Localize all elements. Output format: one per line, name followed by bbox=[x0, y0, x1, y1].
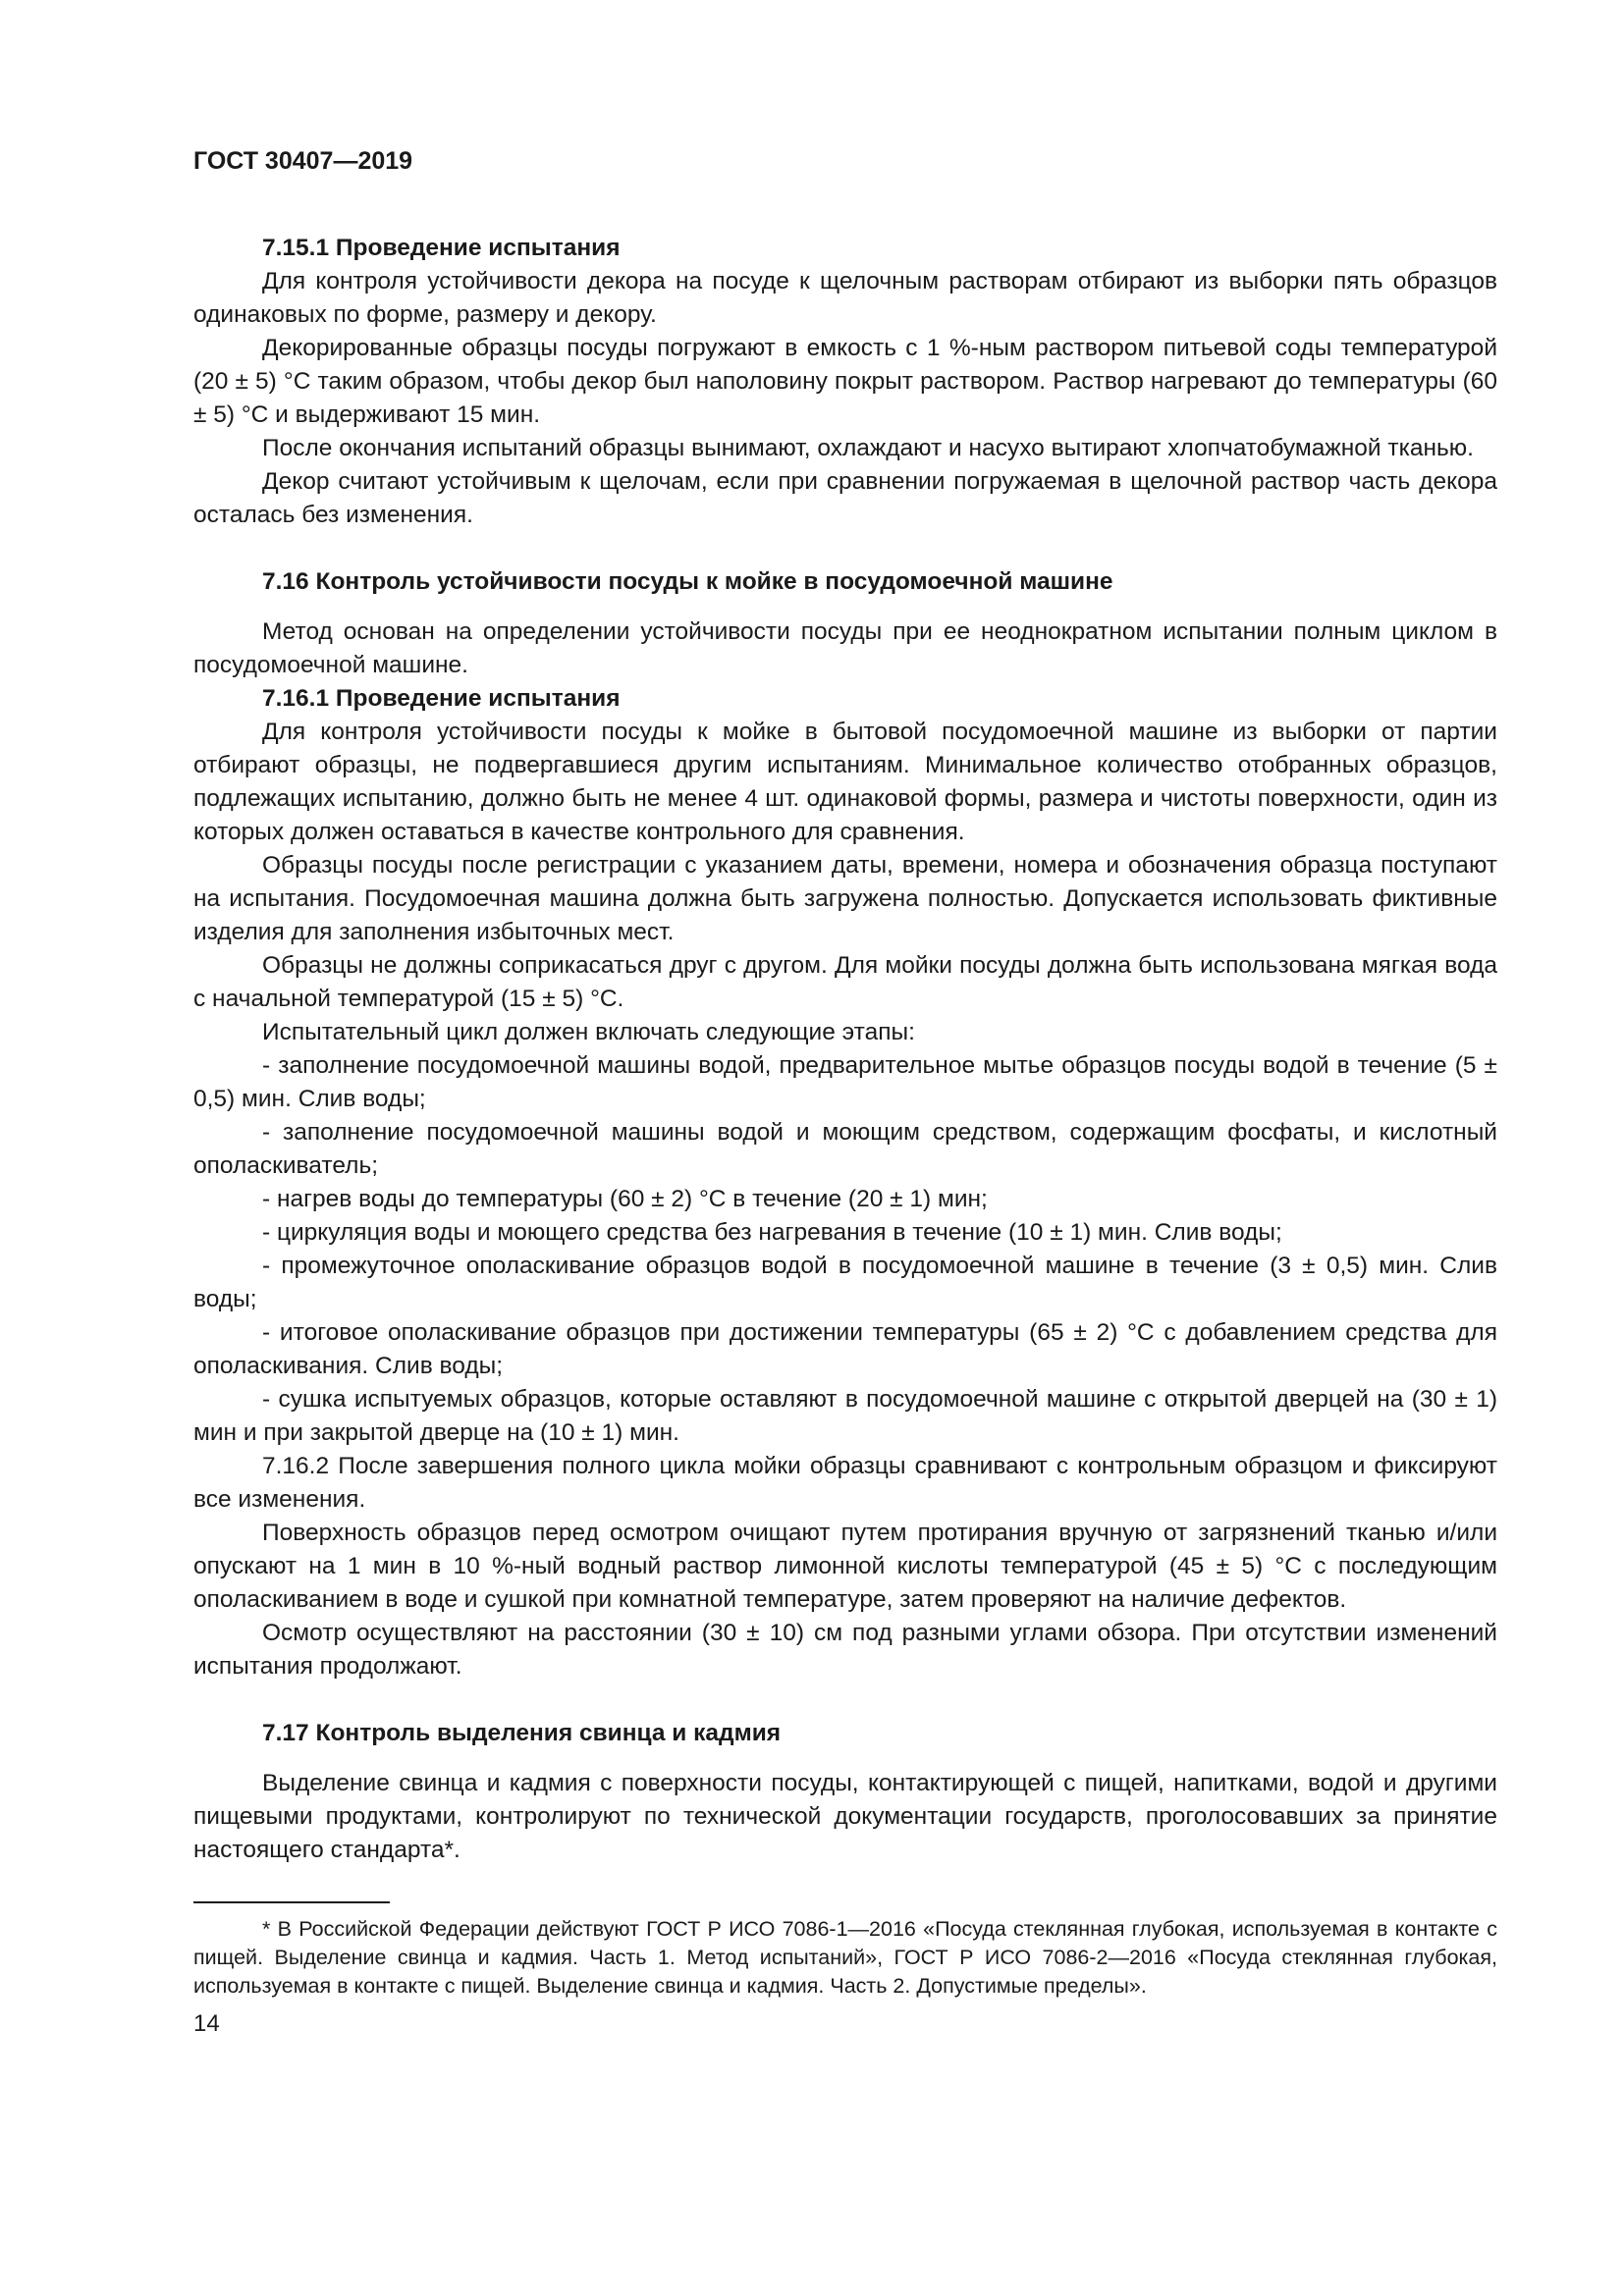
heading-7-16-1: 7.16.1 Проведение испытания bbox=[262, 685, 621, 712]
paragraph: После окончания испытаний образцы вынимают, охлаждают и насухо вытирают хлопчатобумажной тканью. bbox=[262, 435, 1474, 461]
document-page bbox=[193, 145, 1497, 2040]
heading-7-16: 7.16 Контроль устойчивости посуды к мойке в посудомоечной машине bbox=[262, 568, 1113, 595]
paragraph: Образцы не должны соприкасаться друг с другом. Для мойки посуды должна быть использована мягкая вода с начальной температурой (15 ± 5) °С. bbox=[193, 952, 1497, 1012]
paragraph: Испытательный цикл должен включать следующие этапы: bbox=[262, 1019, 915, 1045]
paragraph: Декор считают устойчивым к щелочам, если при сравнении погружаемая в щелочной раствор часть декора осталась без изменения. bbox=[193, 468, 1497, 528]
heading-7-17: 7.17 Контроль выделения свинца и кадмия bbox=[262, 1720, 782, 1746]
paragraph: Декорированные образцы посуды погружают в емкость с 1 %-ным раствором питьевой соды температурой (20 ± 5) °С таким образом, чтобы декор был наполовину покрыт раствором. Раствор нагревают до температуры (60 ± 5) °С и выдерживают 15 мин. bbox=[193, 335, 1497, 428]
heading-7-15-1: 7.15.1 Проведение испытания bbox=[262, 235, 621, 261]
paragraph-7-16-2: 7.16.2 После завершения полного цикла мойки образцы сравнивают с контрольным образцом и фиксируют все изменения. bbox=[193, 1453, 1497, 1513]
paragraph: Осмотр осуществляют на расстоянии (30 ± 10) см под разными углами обзора. При отсутствии изменений испытания продолжают. bbox=[193, 1620, 1497, 1680]
paragraph: Поверхность образцов перед осмотром очищают путем протирания вручную от загрязнений тканью и/или опускают на 1 мин в 10 %-ный водный раствор лимонной кислоты температурой (45 ± 5) °С с последующим ополаскиванием в воде и сушкой при комнатной температуре, затем проверяют на наличие дефектов. bbox=[193, 1520, 1497, 1613]
list-item: - сушка испытуемых образцов, которые оставляют в посудомоечной машине с открытой дверцей на (30 ± 1) мин и при закрытой дверце на (10 ± 1) мин. bbox=[193, 1386, 1497, 1446]
paragraph: Выделение свинца и кадмия с поверхности посуды, контактирующей с пищей, напитками, водой и другими пищевыми продуктами, контролируют по технической документации государств, проголосовавших за принятие настоящего стандарта*. bbox=[193, 1770, 1497, 1863]
list-item: - итоговое ополаскивание образцов при достижении температуры (65 ± 2) °С с добавлением средства для ополаскивания. Слив воды; bbox=[193, 1319, 1497, 1379]
list-item: - заполнение посудомоечной машины водой и моющим средством, содержащим фосфаты, и кислотный ополаскиватель; bbox=[193, 1119, 1497, 1179]
paragraph: Для контроля устойчивости декора на посуде к щелочным растворам отбирают из выборки пять образцов одинаковых по форме, размеру и декору. bbox=[193, 268, 1497, 328]
page-number: 14 bbox=[193, 2010, 220, 2037]
list-item: - промежуточное ополаскивание образцов водой в посудомоечной машине в течение (3 ± 0,5) мин. Слив воды; bbox=[193, 1253, 1497, 1312]
footnote: * В Российской Федерации действуют ГОСТ Р ИСО 7086-1—2016 «Посуда стеклянная глубокая, используемая в контакте с пищей. Выделение свинца и кадмия. Часть 1. Метод испытаний», ГОСТ Р ИСО 7086-2—2016 «Посуда стеклянная глубокая, используемая в контакте с пищей. Выделение свинца и кадмия. Часть 2. Допустимые пределы». bbox=[193, 1917, 1497, 1998]
list-item: - циркуляция воды и моющего средства без нагревания в течение (10 ± 1) мин. Слив воды; bbox=[262, 1219, 1282, 1246]
list-item: - нагрев воды до температуры (60 ± 2) °С в течение (20 ± 1) мин; bbox=[262, 1186, 988, 1212]
paragraph: Для контроля устойчивости посуды к мойке в бытовой посудомоечной машине из выборки от партии отбирают образцы, не подвергавшиеся другим испытаниям. Минимальное количество отобранных образцов, подлежащих испытанию, должно быть не менее 4 шт. одинаковой формы, размера и чистоты поверхности, один из которых должен оставаться в качестве контрольного для сравнения. bbox=[193, 719, 1497, 845]
paragraph: Метод основан на определении устойчивости посуды при ее неоднократном испытании полным циклом в посудомоечной машине. bbox=[193, 618, 1497, 678]
footnote-divider bbox=[193, 1901, 390, 1903]
document-header: ГОСТ 30407—2019 bbox=[193, 147, 413, 175]
paragraph: Образцы посуды после регистрации с указанием даты, времени, номера и обозначения образца поступают на испытания. Посудомоечная машина должна быть загружена полностью. Допускается использовать фиктивные изделия для заполнения избыточных мест. bbox=[193, 852, 1497, 945]
list-item: - заполнение посудомоечной машины водой, предварительное мытье образцов посуды водой в течение (5 ± 0,5) мин. Слив воды; bbox=[193, 1052, 1497, 1112]
